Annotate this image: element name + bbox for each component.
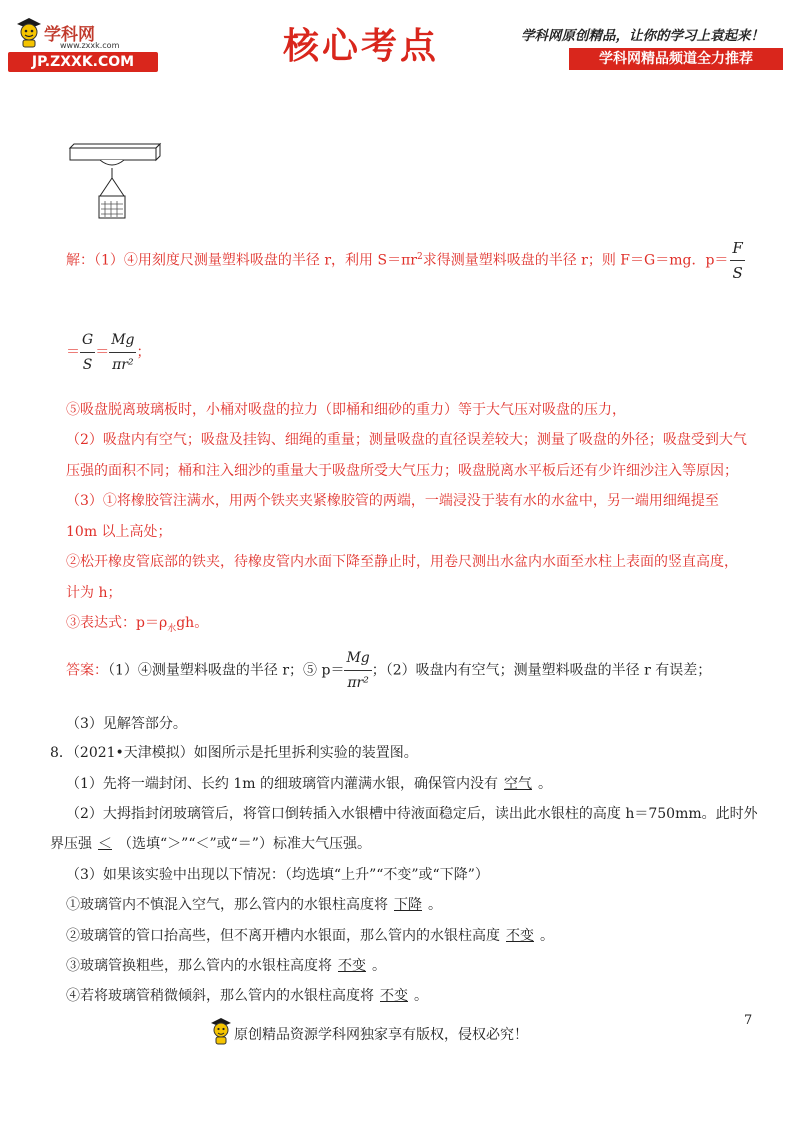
- answer-blank: 下降: [394, 897, 422, 913]
- mascot-icon: [209, 1016, 233, 1046]
- question-text: （1）先将一端封闭、长约 1m 的细玻璃管内灌满水银，确保管内没有: [66, 776, 498, 792]
- fraction-numerator: Mg: [346, 650, 370, 666]
- answer-blank: 不变: [380, 988, 408, 1004]
- answer-blank: 不变: [338, 958, 366, 974]
- question-8-part-3: （3）如果该实验中出现以下情况：（均选填“上升”“不变”或“下降”）: [66, 867, 489, 883]
- question-8-case-1: [66, 895, 442, 915]
- fraction-numerator: Mg: [111, 332, 135, 348]
- solution-line-1: [66, 238, 745, 283]
- question-text: 。: [538, 776, 552, 792]
- solution-text: gh。: [176, 615, 209, 631]
- semicolon: ；: [136, 344, 151, 361]
- solution-line-7: 10m 以上高处；: [66, 524, 172, 540]
- solution-text: 求得测量塑料吸盘的半径 r；则 F＝G＝mg．p＝: [422, 252, 729, 269]
- formula-mg-over-pi-r2: [109, 330, 136, 375]
- solution-line-3: ⑤吸盘脱离玻璃板时，小桶对吸盘的拉力（即桶和细砂的重力）等于大气压对吸盘的压力，: [66, 402, 626, 418]
- solution-line-2: [66, 330, 150, 375]
- question-8-part-1: [66, 774, 552, 794]
- formula-g-over-s: [80, 330, 95, 375]
- question-text: 。: [428, 897, 442, 913]
- formula-mg-over-pi-r2: [344, 648, 371, 693]
- solution-line-9: 计为 h；: [66, 585, 122, 601]
- suction-cup-apparatus-figure: [66, 138, 162, 224]
- page-number: 7: [744, 1013, 753, 1028]
- equals-sign: ＝: [66, 344, 80, 361]
- solution-line-6: （3）①将橡胶管注满水，用两个铁夹夹紧橡胶管的两端，一端浸没于装有水的水盆中，另一端用细绳提至: [66, 493, 719, 509]
- solution-line-5: 压强的面积不同；桶和注入细沙的重量大于吸盘所受大气压力；吸盘脱离水平板后还有少许细沙注入等原因；: [66, 463, 738, 479]
- question-text: ④若将玻璃管稍微倾斜，那么管内的水银柱高度将: [66, 988, 374, 1004]
- question-8-part-2a: （2）大拇指封闭玻璃管后，将管口倒转插入水银槽中待液面稳定后，读出此水银柱的高度 h＝750mm。此时外: [66, 806, 758, 822]
- question-8-case-2: [66, 926, 554, 946]
- header-slogan-bar: 学科网精品频道全力推荐: [569, 48, 783, 70]
- question-text: 。: [540, 928, 554, 944]
- fraction-denominator: πr²: [344, 670, 371, 693]
- answer-label: 答案：: [66, 662, 108, 679]
- logo-name: 学科网: [44, 25, 95, 45]
- answer-text: （1）④测量塑料吸盘的半径 r；⑤ p＝: [108, 662, 345, 679]
- mascot-icon: [14, 16, 42, 48]
- fraction-denominator: S: [80, 352, 95, 375]
- question-text: 。: [372, 958, 386, 974]
- answer-line-1: [66, 648, 711, 693]
- fraction-numerator: F: [732, 239, 743, 257]
- question-8-case-3: [66, 956, 386, 976]
- question-text: ①玻璃管内不慎混入空气，那么管内的水银柱高度将: [66, 897, 388, 913]
- logo-banner: JP.ZXXK.COM: [8, 52, 158, 72]
- equals-sign: ＝: [95, 344, 110, 361]
- answer-text: ；（2）吸盘内有空气；测量塑料吸盘的半径 r 有误差；: [371, 662, 712, 679]
- solution-line-4: （2）吸盘内有空气；吸盘及挂钩、细绳的重量；测量吸盘的直径误差较大；测量了吸盘的外径；吸盘受到大气: [66, 432, 747, 448]
- header-slogan: 学科网原创精品，让你的学习上袁起来！: [521, 28, 764, 44]
- formula-f-over-s: [730, 238, 744, 283]
- question-text: 界压强: [50, 836, 92, 852]
- question-text: ②玻璃管的管口抬高些，但不离开槽内水银面，那么管内的水银柱高度: [66, 928, 500, 944]
- question-text: 。: [414, 988, 428, 1004]
- fraction-denominator: πr²: [109, 352, 136, 375]
- solution-text: 解：（1）④用刻度尺测量塑料吸盘的半径 r，利用 S＝πr: [66, 252, 417, 269]
- fraction-denominator: S: [730, 260, 744, 283]
- answer-line-2: （3）见解答部分。: [66, 716, 187, 732]
- answer-blank: 不变: [506, 928, 534, 944]
- header: [0, 0, 800, 80]
- logo-small-url: www.zxxk.com: [60, 41, 120, 50]
- footer-copyright: 原创精品资源学科网独家享有版权，侵权必究！: [234, 1027, 528, 1043]
- answer-blank: ＜: [98, 836, 112, 852]
- header-title: 核心考点: [283, 25, 440, 67]
- fraction-numerator: G: [82, 332, 94, 348]
- solution-line-10: [66, 613, 208, 639]
- question-text: ③玻璃管换粗些，那么管内的水银柱高度将: [66, 958, 332, 974]
- question-8-stem: 8．（2021•天津模拟）如图所示是托里拆利实验的装置图。: [50, 745, 418, 761]
- solution-text: ③表达式：p＝ρ: [66, 615, 168, 631]
- question-8-case-4: [66, 986, 428, 1006]
- solution-line-8: ②松开橡皮管底部的铁夹，待橡皮管内水面下降至静止时，用卷尺测出水盆内水面至水柱上表面的竖直高度，: [66, 554, 738, 570]
- question-8-part-2b: [50, 834, 371, 854]
- answer-blank: 空气: [504, 776, 532, 792]
- subscript-water: 水: [167, 623, 177, 634]
- superscript-2: 2: [416, 251, 423, 262]
- question-text: （选填“＞”“＜”或“＝”）标准大气压强。: [118, 836, 371, 852]
